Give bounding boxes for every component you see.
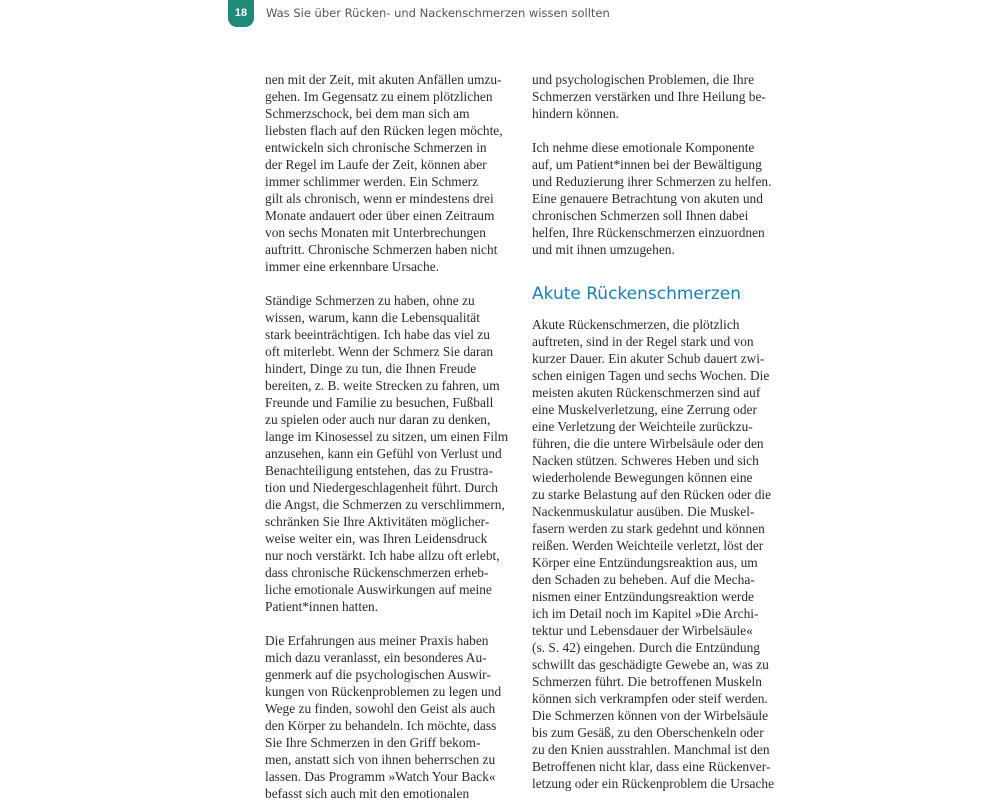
text-line: auftritt. Chronische Schmerzen haben nicht	[265, 242, 498, 257]
paragraph-spacer	[532, 122, 776, 139]
text-line: dass chronische Rückenschmerzen erheb-	[265, 565, 489, 580]
text-line: zu starke Belastung auf den Rücken oder die	[532, 487, 772, 502]
text-line: mich dazu veranlasst, ein besonderes Au-	[265, 650, 487, 665]
text-line: Akute Rückenschmerzen, die plötzlich	[532, 317, 740, 332]
text-line: von sechs Monaten mit Unterbrechungen	[265, 225, 486, 240]
body-paragraph	[532, 316, 776, 792]
text-line: und psychologischen Problemen, die Ihre	[532, 72, 755, 87]
text-line: hindern können.	[532, 106, 620, 121]
text-line: ich im Detail noch im Kapitel »Die Archi-	[532, 606, 759, 621]
text-line: Wege zu finden, sowohl den Geist als auch	[265, 701, 496, 716]
text-line: Nackenmuskulatur ausüben. Die Muskel-	[532, 504, 755, 519]
text-line: reißen. Werden Weichteile verletzt, löst der	[532, 538, 764, 553]
text-line: tion und Niedergeschlagenheit führt. Durch	[265, 480, 498, 495]
text-line: fasern werden zu stark gedehnt und können	[532, 521, 765, 536]
text-line: eine Muskelverletzung, eine Zerrung oder	[532, 402, 757, 417]
text-line: meisten akuten Rückenschmerzen sind auf	[532, 385, 761, 400]
text-line: anzusehen, kann ein Gefühl von Verlust und	[265, 446, 502, 461]
text-line: Ständige Schmerzen zu haben, ohne zu	[265, 293, 475, 308]
text-line: Patient*innen hatten.	[265, 599, 379, 614]
text-line: tektur und Lebensdauer der Wirbelsäule«	[532, 623, 753, 638]
right-text-column	[532, 71, 776, 792]
text-line: wissen, warum, kann die Lebensqualität	[265, 310, 480, 325]
paragraph-spacer	[265, 275, 509, 292]
body-paragraph	[532, 71, 776, 122]
text-line: zu spielen oder auch nur daran zu denken,	[265, 412, 491, 427]
text-line: liche emotionale Auswirkungen auf meine	[265, 582, 492, 597]
text-line: kungen von Rückenproblemen zu legen und	[265, 684, 502, 699]
text-line: gilt als chronisch, wenn er mindestens drei	[265, 191, 494, 206]
text-line: Benachteiligung entstehen, das zu Frustra-	[265, 463, 493, 478]
page-number-badge: 18	[228, 0, 254, 27]
section-body	[532, 316, 776, 792]
text-line: den Schaden zu beheben. Auf die Mecha-	[532, 572, 755, 587]
text-line: bereiten, z. B. weite Strecken zu fahren, um	[265, 378, 500, 393]
text-line: der Regel im Laufe der Zeit, können aber	[265, 157, 487, 172]
text-line: Ich nehme diese emotionale Komponente	[532, 140, 755, 155]
text-line: Nacken stützen. Schweres Heben und sich	[532, 453, 759, 468]
text-line: befasst sich auch mit den emotionalen	[265, 786, 470, 801]
text-line: liebsten flach auf den Rücken legen möchte,	[265, 123, 503, 138]
text-line: nismen einer Entzündungsreaktion werde	[532, 589, 754, 604]
text-line: (s. S. 42) eingehen. Durch die Entzündung	[532, 640, 760, 655]
text-line: entwickeln sich chronische Schmerzen in	[265, 140, 487, 155]
paragraph-spacer	[532, 258, 776, 275]
text-line: Schmerzschock, bei dem man sich am	[265, 106, 470, 121]
text-line: den Körper zu behandeln. Ich möchte, dass	[265, 718, 497, 733]
text-line: können sich verkrampfen oder steif werden.	[532, 691, 768, 706]
text-line: oft miterlebt. Wenn der Schmerz Sie daran	[265, 344, 494, 359]
text-line: Monate andauert oder über einen Zeitraum	[265, 208, 495, 223]
text-line: führen, die die untere Wirbelsäule oder den	[532, 436, 764, 451]
section-heading: Akute Rückenschmerzen	[532, 284, 742, 304]
text-line: und mit ihnen umzugehen.	[532, 242, 675, 257]
text-line: schwillt das geschädigte Gewebe an, was zu	[532, 657, 769, 672]
text-line: gehen. Im Gegensatz zu einem plötzlichen	[265, 89, 493, 104]
text-line: Freunde und Familie zu besuchen, Fußball	[265, 395, 494, 410]
text-line: chronischen Schmerzen soll Ihnen dabei	[532, 208, 749, 223]
text-line: schränken Sie Ihre Aktivitäten möglicher-	[265, 514, 490, 529]
body-paragraph	[532, 139, 776, 258]
text-line: auf, um Patient*innen bei der Bewältigung	[532, 157, 762, 172]
text-line: schen einigen Tagen und sechs Wochen. Die	[532, 368, 770, 383]
body-paragraph	[265, 292, 509, 615]
text-line: Die Schmerzen können von der Wirbelsäule	[532, 708, 769, 723]
text-line: nen mit der Zeit, mit akuten Anfällen umzu-	[265, 72, 502, 87]
text-line: immer schlimmer werden. Ein Schmerz	[265, 174, 479, 189]
text-line: Körper eine Entzündungsreaktion aus, um	[532, 555, 758, 570]
body-paragraph	[265, 632, 509, 802]
text-line: wiederholende Bewegungen können eine	[532, 470, 753, 485]
text-line: Schmerzen führt. Die betroffenen Muskeln	[532, 674, 762, 689]
text-line: hindert, Dinge zu tun, die Ihnen Freude	[265, 361, 477, 376]
text-line: genmerk auf die psychologischen Auswir-	[265, 667, 491, 682]
text-line: Eine genauere Betrachtung von akuten und	[532, 191, 763, 206]
text-line: Schmerzen verstärken und Ihre Heilung be-	[532, 89, 766, 104]
text-line: kurzer Dauer. Ein akuter Schub dauert zwi-	[532, 351, 765, 366]
text-line: weise weiter ein, was Ihren Leidensdruck	[265, 531, 488, 546]
body-paragraph	[265, 71, 509, 275]
text-line: Die Erfahrungen aus meiner Praxis haben	[265, 633, 489, 648]
left-text-column	[265, 71, 509, 802]
page-header	[228, 0, 788, 28]
text-line: und Reduzierung ihrer Schmerzen zu helfen.	[532, 174, 772, 189]
text-line: zu den Knien ausstrahlen. Manchmal ist den	[532, 742, 770, 757]
text-line: lassen. Das Programm »Watch Your Back«	[265, 769, 496, 784]
text-line: nur noch verstärkt. Ich habe allzu oft erlebt,	[265, 548, 500, 563]
text-line: bis zum Gesäß, zu den Oberschenkeln oder	[532, 725, 764, 740]
text-line: immer eine erkennbare Ursache.	[265, 259, 439, 274]
text-line: stark beeinträchtigen. Ich habe das viel zu	[265, 327, 490, 342]
text-line: men, anstatt sich von ihnen beherrschen zu	[265, 752, 496, 767]
running-title: Was Sie über Rücken- und Nackenschmerzen wissen sollten	[266, 6, 610, 20]
text-line: letzung oder ein Rückenproblem die Ursache	[532, 776, 775, 791]
text-line: eine Verletzung der Weichteile zurückzu-	[532, 419, 753, 434]
text-line: helfen, Ihre Rückenschmerzen einzuordnen	[532, 225, 765, 240]
text-line: die Angst, die Schmerzen zu verschlimmern,	[265, 497, 505, 512]
paragraph-spacer	[265, 615, 509, 632]
text-line: auftreten, sind in der Regel stark und von	[532, 334, 754, 349]
text-line: Sie Ihre Schmerzen in den Griff bekom-	[265, 735, 481, 750]
text-line: Betroffenen nicht klar, dass eine Rückenver-	[532, 759, 771, 774]
text-line: lange im Kinosessel zu sitzen, um einen Film	[265, 429, 509, 444]
